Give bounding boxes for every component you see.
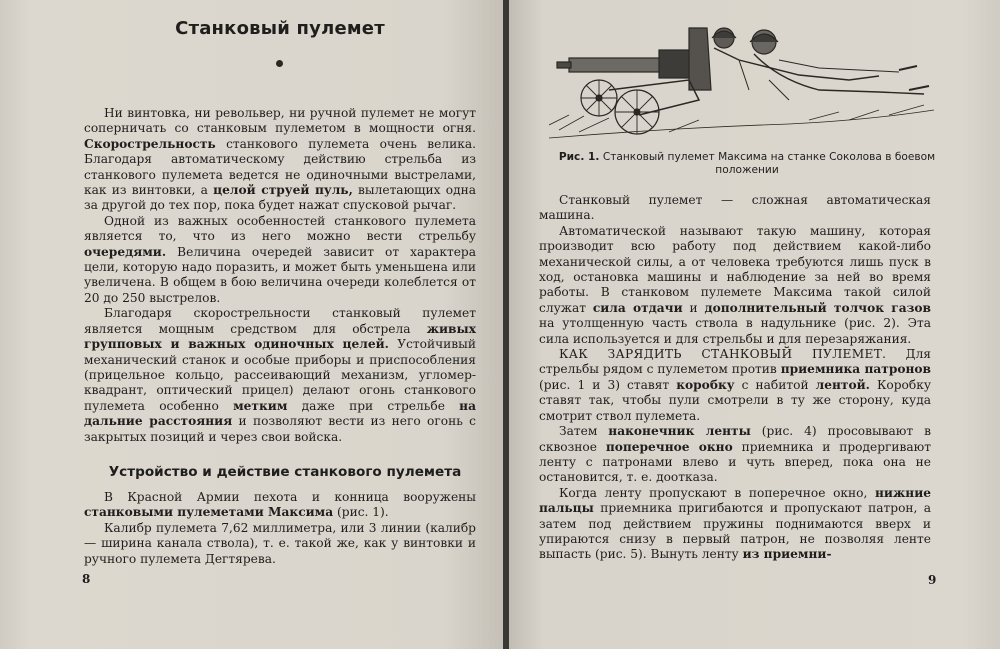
bold-text: живых групповых и важных одиночных целей. xyxy=(84,321,476,352)
figure-label: Рис. 1. xyxy=(558,151,600,163)
text-run: станкового пулемета очень велика. Благодаря автоматическому действию стрельба из станкового пулемета ведется не одиночными выстрелами, как из винтовки, а xyxy=(84,136,476,198)
paragraph xyxy=(539,486,931,563)
bold-text: очередями. xyxy=(84,244,167,259)
page-title: Станковый пулемет xyxy=(175,18,385,39)
text-run: Ни винтовка, ни револьвер, ни ручной пулемет не могут соперничать со станковым пулеметом в мощности огня. xyxy=(84,106,476,136)
paragraph xyxy=(84,521,476,567)
left-body-text-2 xyxy=(84,490,476,567)
text-run: (рис. 1 и 3) ставят xyxy=(539,377,677,392)
text-run: (рис. 4) просовывают в сквозное xyxy=(539,424,932,454)
paragraph xyxy=(539,424,931,486)
text-run: приемника и продергивают ленту с патронами влево и чуть вперед, пока она не остановится, т. е. доотказа. xyxy=(539,439,932,485)
text-run: приемника пригибаются и пропускают патрон, а затем под действием пружины поднимаются вверх и упираются снизу в первый патрон, не позволяя ленте выпасть (рис. 5). Вынуть ленту xyxy=(539,501,931,562)
right-page xyxy=(509,0,1000,649)
left-body-text xyxy=(84,106,476,445)
bold-text: дополнительный толчок газов xyxy=(704,300,931,315)
bold-text: нижние пальцы xyxy=(539,485,931,516)
text-run: даже при стрельбе xyxy=(287,398,460,413)
text-run: Для стрельбы рядом с пулеметом против xyxy=(539,347,931,377)
machine-gun-illustration xyxy=(549,20,939,145)
paragraph xyxy=(539,347,931,424)
text-run: Станковый пулемет — сложная автоматическая машина. xyxy=(539,193,931,223)
text-run: (рис. 1). xyxy=(333,505,389,520)
text-run: Затем xyxy=(559,424,609,439)
section-heading: Устройство и действие станкового пулемета xyxy=(108,464,462,480)
bold-text: метким xyxy=(233,398,288,413)
paragraph xyxy=(84,490,476,521)
paragraph xyxy=(84,306,476,445)
text-run: на утолщенную часть ствола в надульнике (рис. 2). Эта сила используется и для стрельбы и для перезаряжания. xyxy=(539,316,931,346)
text-run: Коробку ставят так, чтобы пули смотрели в ту же сторону, куда смотрит ствол пулемета. xyxy=(539,377,931,423)
text-run: вылетающих одна за другой до тех пор, пока будет нажат спусковой рычаг. xyxy=(84,183,476,213)
text-run: Когда ленту пропускают в поперечное окно, xyxy=(559,485,876,500)
figure-caption-text: Станковый пулемет Максима на станке Соколова в боевом положении xyxy=(602,151,936,176)
right-body-text xyxy=(539,193,931,563)
bold-text: лентой. xyxy=(815,377,870,392)
bold-text: Скорострельность xyxy=(84,136,216,151)
ornament-dot xyxy=(276,60,283,67)
paragraph xyxy=(539,224,931,347)
bold-text: на дальние расстояния xyxy=(84,398,476,429)
paragraph xyxy=(539,193,931,224)
bold-text: сила отдачи xyxy=(592,300,683,315)
page-number: 9 xyxy=(928,573,937,587)
text-run: и позволяют вести из него огонь с закрытых позиций и через свои войска. xyxy=(84,414,476,444)
text-run: с набитой xyxy=(734,377,816,392)
figure-caption xyxy=(557,151,937,177)
caps-text: КАК ЗАРЯДИТЬ СТАНКОВЫЙ ПУЛЕМЕТ. xyxy=(559,347,887,362)
bold-text: приемника патронов xyxy=(780,362,932,377)
text-run: Калибр пулемета 7,62 миллиметра, или 3 линии (калибр — ширина канала ствола), т. е. такой же, как у винтовки и ручного пулемета Дегтярева. xyxy=(84,520,476,566)
text-run: Устойчивый механический станок и особые приборы и приспособления (прицельное кольцо, рассеивающий механизм, угломер-квадрант, оптический прицел) делают огонь станкового пулемета особенно xyxy=(84,337,476,413)
bold-text: поперечное окно xyxy=(605,439,733,454)
bold-text: станковыми пулеметами Максима xyxy=(84,505,334,520)
text-run: Благодаря скорострельности станковый пулемет является мощным средством для обстрела xyxy=(84,306,476,336)
text-run: В Красной Армии пехота и конница вооружены xyxy=(104,490,476,504)
bold-text: наконечник ленты xyxy=(608,424,751,439)
paragraph xyxy=(84,106,476,214)
page-number: 8 xyxy=(82,572,91,586)
bold-text: коробку xyxy=(676,377,735,392)
bold-text: целой струей пуль, xyxy=(213,183,353,198)
bold-text: из приемни- xyxy=(742,547,832,562)
paragraph xyxy=(84,214,476,306)
text-run: Автоматической называют такую машину, которая производит всю работу под действием какой-либо механической силы, а от человека требуются лишь пуск в ход, остановка машины и наблюдение за ней во время работы. В станковом пулемете Максима такой силой служат xyxy=(539,223,931,315)
text-run: Величина очередей зависит от характера цели, которую надо поразить, и может быть уменьшена или увеличена. В общем в бою величина очереди колеблется от 20 до 250 выстрелов. xyxy=(84,244,476,305)
text-run: Одной из важных особенностей станкового пулемета является то, что из него можно вести стрельбу xyxy=(84,213,476,244)
text-run: и xyxy=(682,300,705,315)
